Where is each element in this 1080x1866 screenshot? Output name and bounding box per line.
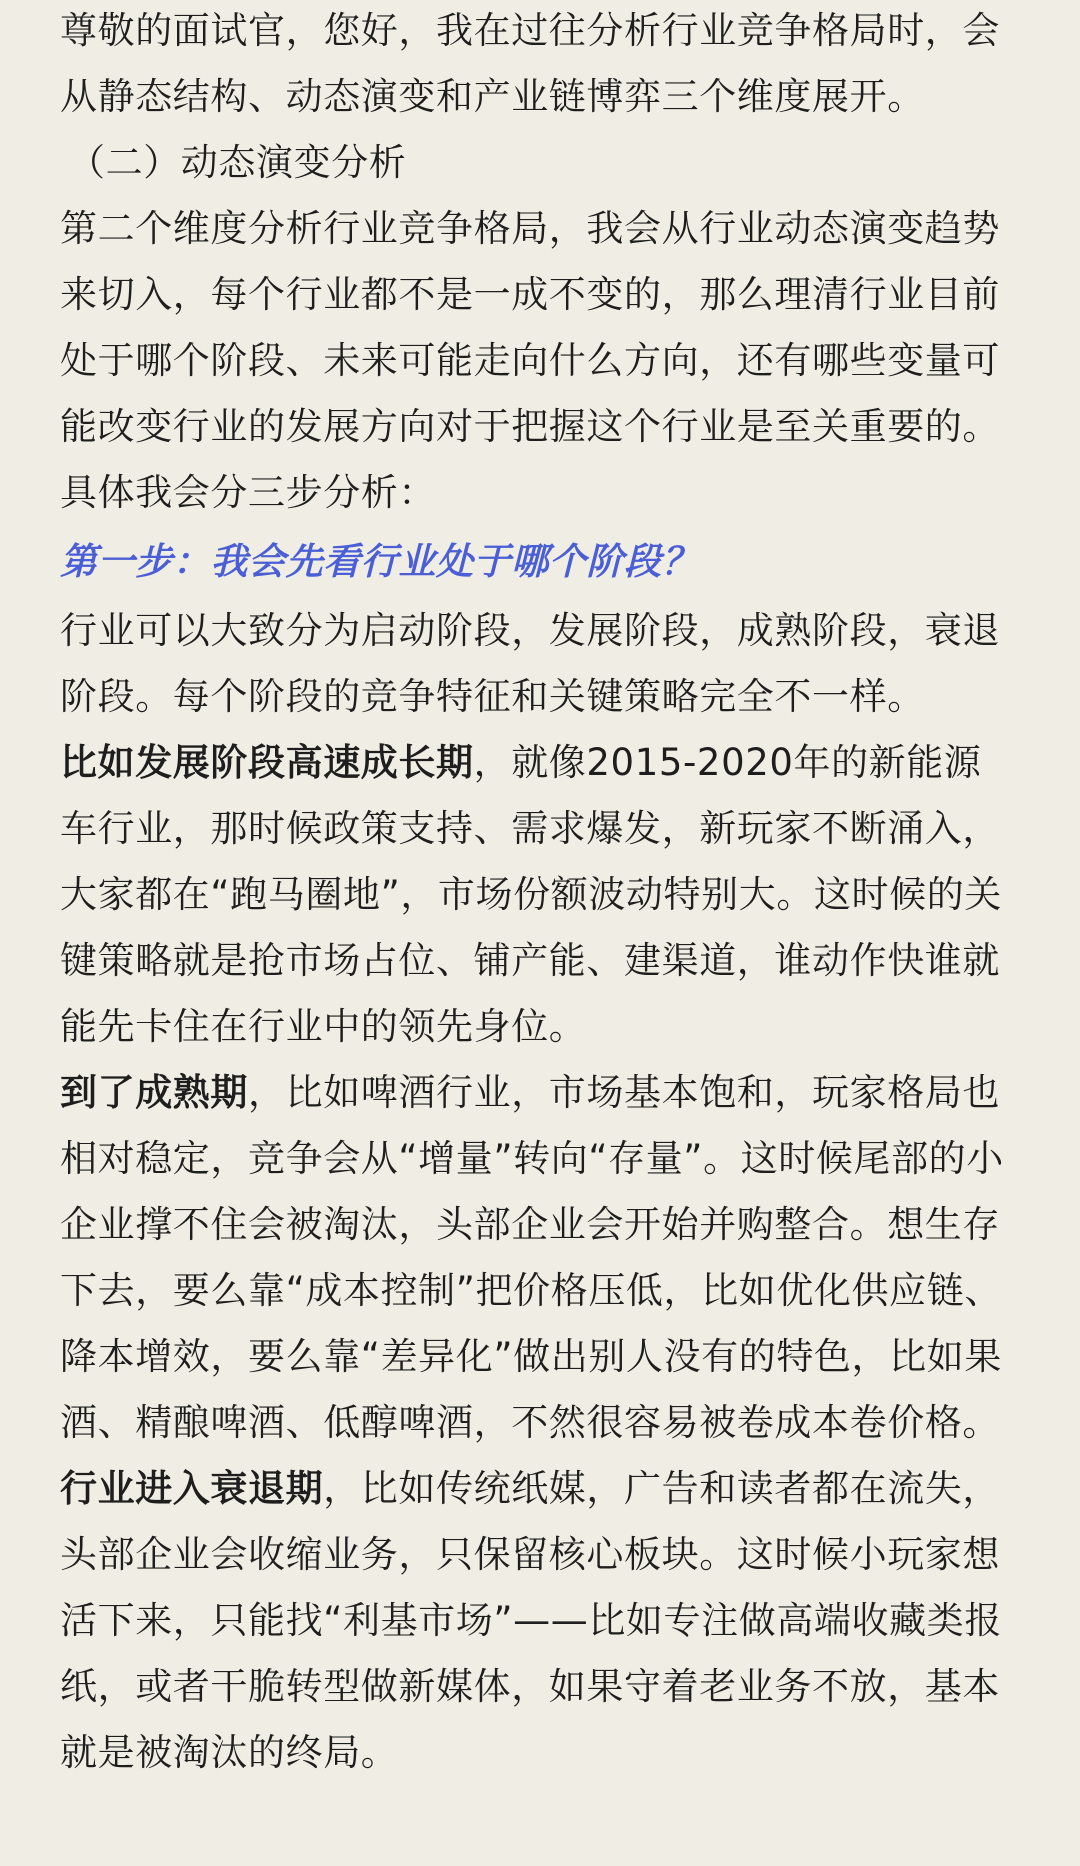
step-one-heading: 第一步：我会先看行业处于哪个阶段？: [60, 540, 700, 583]
decline-stage-text: ，比如传统纸媒，广告和读者都在流失，头部企业会收缩业务，只保留核心板块。这时候小玩家想活下来，只能找“利基市场”——比如专注做高端收藏类报纸，或者干脆转型做新媒体，如果守着老业务不放，基本就是被淘汰的终局。: [60, 1467, 1002, 1774]
section-heading: （二）动态演变分析: [68, 141, 407, 184]
paragraph-stages: 行业可以大致分为启动阶段，发展阶段，成熟阶段，衰退阶段。每个阶段的竞争特征和关键策略完全不一样。: [60, 609, 1000, 718]
paragraph-decline-stage: [60, 1456, 1015, 1786]
intro-paragraph: 尊敬的面试官，您好，我在过往分析行业竞争格局时，会从静态结构、动态演变和产业链博弈三个维度展开。: [60, 9, 1000, 118]
mature-stage-text: ，比如啤酒行业，市场基本饱和，玩家格局也相对稳定，竞争会从“增量”转向“存量”。这时候尾部的小企业撑不住会被淘汰，头部企业会开始并购整合。想生存下去，要么靠“成本控制”把价格压低，比如优化供应链、降本增效，要么靠“差异化”做出别人没有的特色，比如果酒、精酿啤酒、低醇啤酒，不然很容易被卷成本卷价格。: [60, 1071, 1004, 1444]
article-body: [60, 0, 1015, 1786]
growth-stage-lead: 比如发展阶段高速成长期: [60, 741, 474, 784]
paragraph-dimension-two: 第二个维度分析行业竞争格局，我会从行业动态演变趋势来切入，每个行业都不是一成不变的，那么理清行业目前处于哪个阶段、未来可能走向什么方向，还有哪些变量可能改变行业的发展方向对于把握这个行业是至关重要的。具体我会分三步分析：: [60, 207, 1000, 514]
paragraph-growth-stage: [60, 730, 1015, 1060]
decline-stage-lead: 行业进入衰退期: [60, 1467, 324, 1510]
mature-stage-lead: 到了成熟期: [60, 1071, 248, 1114]
growth-stage-text: ，就像2015-2020年的新能源车行业，那时候政策支持、需求爆发，新玩家不断涌入，大家都在“跑马圈地”，市场份额波动特别大。这时候的关键策略就是抢市场占位、铺产能、建渠道，谁动作快谁就能先卡住在行业中的领先身位。: [60, 741, 1002, 1048]
paragraph-mature-stage: [60, 1060, 1015, 1456]
